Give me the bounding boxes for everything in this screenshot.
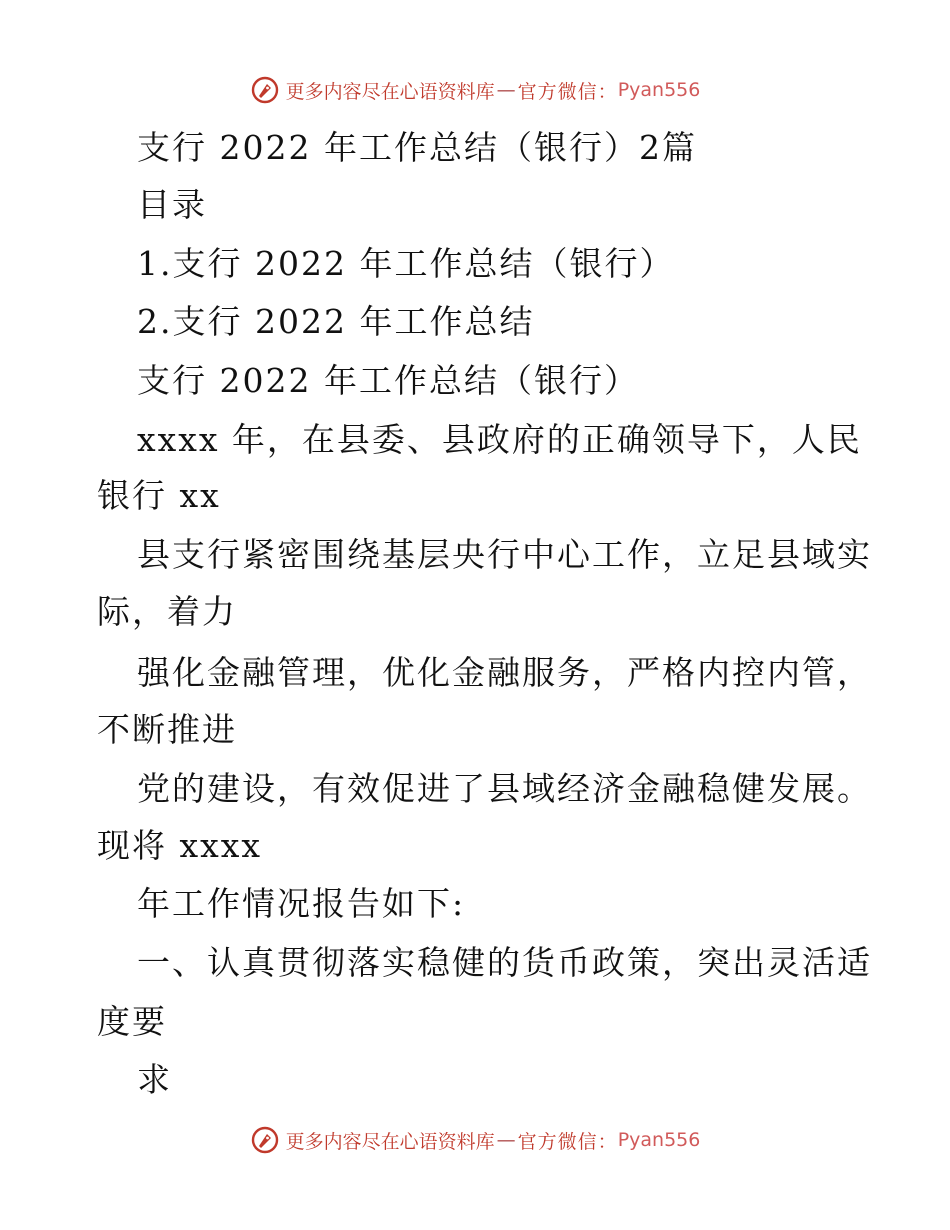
toc-item: 2.支行 2022 年工作总结 <box>137 302 535 341</box>
watermark-wechat-id: Pyan556 <box>617 79 701 101</box>
body-line: 不断推进 <box>97 710 237 749</box>
watermark-text: 更多内容尽在心语资料库 <box>285 1130 495 1153</box>
body-line: 际，着力 <box>97 592 237 631</box>
body-line: 现将 xxxx <box>97 826 262 865</box>
toc-item: 1.支行 2022 年工作总结（银行） <box>137 244 675 283</box>
section-title: 支行 2022 年工作总结（银行） <box>137 361 639 400</box>
body-line: 度要 <box>97 1002 167 1041</box>
document-title: 支行 2022 年工作总结（银行）2篇 <box>137 128 697 167</box>
body-line: 党的建设，有效促进了县域经济金融稳健发展。 <box>137 769 872 808</box>
body-line: 银行 xx <box>97 476 221 515</box>
body-line: xxxx 年，在县委、县政府的正确领导下，人民 <box>137 420 862 459</box>
watermark-footer <box>0 1120 950 1160</box>
toc-heading: 目录 <box>137 185 207 224</box>
body-line: 县支行紧密围绕基层央行中心工作，立足县域实 <box>137 535 872 574</box>
body-line: 一、认真贯彻落实稳健的货币政策，突出灵活适 <box>137 943 872 982</box>
watermark-wechat-id: Pyan556 <box>617 1129 701 1151</box>
body-line: 年工作情况报告如下: <box>137 884 466 923</box>
pen-nib-circle-icon <box>250 1125 280 1155</box>
body-line: 强化金融管理，优化金融服务，严格内控内管， <box>137 653 872 692</box>
watermark-wechat-label: 官方微信： <box>517 1130 618 1153</box>
watermark-separator: — <box>496 79 516 101</box>
watermark-text: 更多内容尽在心语资料库 <box>285 80 495 103</box>
body-line: 求 <box>137 1060 172 1099</box>
watermark-separator: — <box>496 1129 516 1151</box>
watermark-wechat-label: 官方微信： <box>517 80 618 103</box>
